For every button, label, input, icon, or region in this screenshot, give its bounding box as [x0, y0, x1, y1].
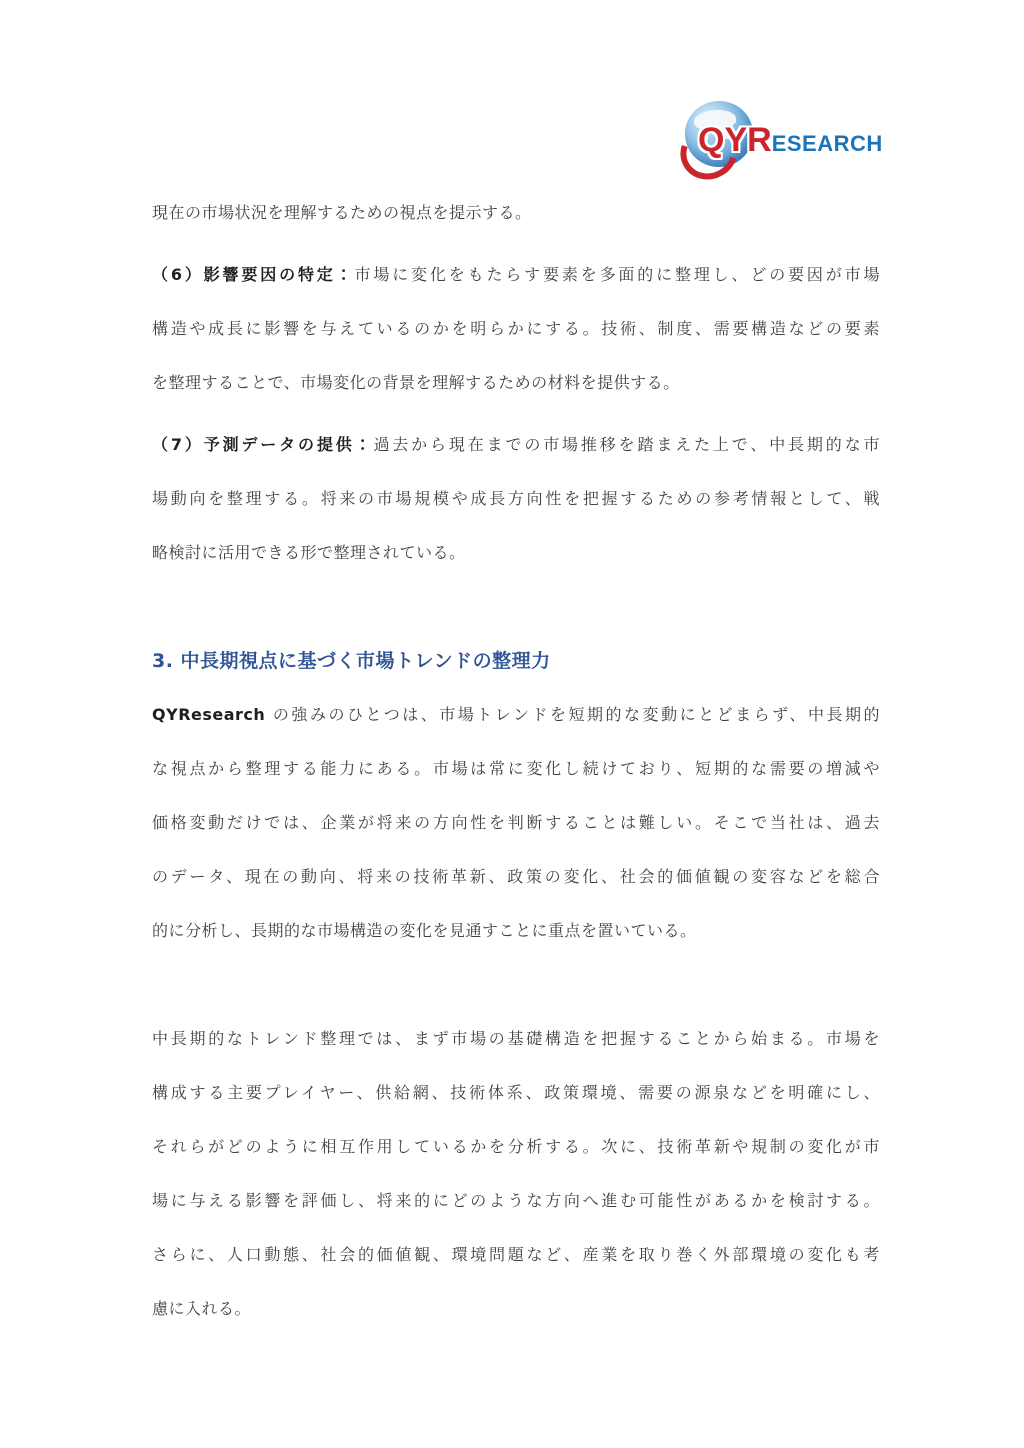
- text-line: [152, 742, 880, 796]
- body-text: のデータ、現在の動向、将来の技術革新、政策の変化、社会的価値観の変容などを総合: [152, 867, 880, 886]
- text-line: [152, 302, 880, 356]
- body-text: 略検討に活用できる形で整理されている。: [152, 543, 466, 562]
- body-text: の強みのひとつは、市場トレンドを短期的な変動にとどまらず、中長期的: [265, 705, 880, 724]
- paragraph: [152, 418, 880, 580]
- blank-line: [152, 580, 880, 634]
- text-line: [152, 418, 880, 472]
- text-line: [152, 526, 880, 580]
- text-line: [152, 1282, 880, 1336]
- body-text: 価格変動だけでは、企業が将来の方向性を判断することは難しい。そこで当社は、過去: [152, 813, 880, 832]
- body-text: 構成する主要プレイヤー、供給網、技術体系、政策環境、需要の源泉などを明確にし、: [152, 1083, 880, 1102]
- logo-qyr-text: QYR: [698, 121, 772, 159]
- qyresearch-logo: [683, 97, 883, 177]
- text-line: [152, 186, 880, 240]
- text-line: [152, 248, 880, 302]
- body-text: 中長期的なトレンド整理では、まず市場の基礎構造を把握することから始まる。市場を: [152, 1029, 880, 1048]
- bold-text: QYResearch: [152, 705, 266, 724]
- body-text: 市場に変化をもたらす要素を多面的に整理し、どの要因が市場: [354, 265, 880, 284]
- body-text: それらがどのように相互作用しているかを分析する。次に、技術革新や規制の変化が市: [152, 1137, 880, 1156]
- text-line: [152, 1120, 880, 1174]
- body-text: 的に分析し、長期的な市場構造の変化を見通すことに重点を置いている。: [152, 921, 697, 940]
- blank-line: [152, 958, 880, 1012]
- body-text: 現在の市場状況を理解するための視点を提示する。: [152, 203, 532, 222]
- body-text: 場に与える影響を評価し、将来的にどのような方向へ進む可能性があるかを検討する。: [152, 1191, 880, 1210]
- bold-text: （6）影響要因の特定：: [152, 265, 355, 284]
- document-body: [152, 186, 880, 1336]
- text-line: [152, 1066, 880, 1120]
- text-line: [152, 472, 880, 526]
- text-line: [152, 356, 880, 410]
- paragraph: [152, 186, 880, 240]
- body-text: 過去から現在までの市場推移を踏まえた上で、中長期的な市: [373, 435, 880, 454]
- text-line: [152, 688, 880, 742]
- body-text: 慮に入れる。: [152, 1299, 252, 1318]
- text-line: [152, 850, 880, 904]
- body-text: を整理することで、市場変化の背景を理解するための材料を提供する。: [152, 373, 680, 392]
- logo-esearch-text: ESEARCH: [771, 131, 883, 156]
- text-line: [152, 1174, 880, 1228]
- logo-wordmark: [698, 121, 883, 160]
- section-heading: 3. 中長期視点に基づく市場トレンドの整理力: [152, 650, 551, 672]
- text-line: [152, 1012, 880, 1066]
- body-text: 構造や成長に影響を与えているのかを明らかにする。技術、制度、需要構造などの要素: [152, 319, 880, 338]
- text-line: [152, 796, 880, 850]
- bold-text: （7）予測データの提供：: [152, 435, 374, 454]
- paragraph: [152, 248, 880, 410]
- paragraph: [152, 1012, 880, 1336]
- body-text: 場動向を整理する。将来の市場規模や成長方向性を把握するための参考情報として、戦: [152, 489, 880, 508]
- body-text: な視点から整理する能力にある。市場は常に変化し続けており、短期的な需要の増減や: [152, 759, 880, 778]
- body-text: さらに、人口動態、社会的価値観、環境問題など、産業を取り巻く外部環境の変化も考: [152, 1245, 880, 1264]
- text-line: [152, 1228, 880, 1282]
- paragraph: [152, 688, 880, 958]
- text-line: [152, 904, 880, 958]
